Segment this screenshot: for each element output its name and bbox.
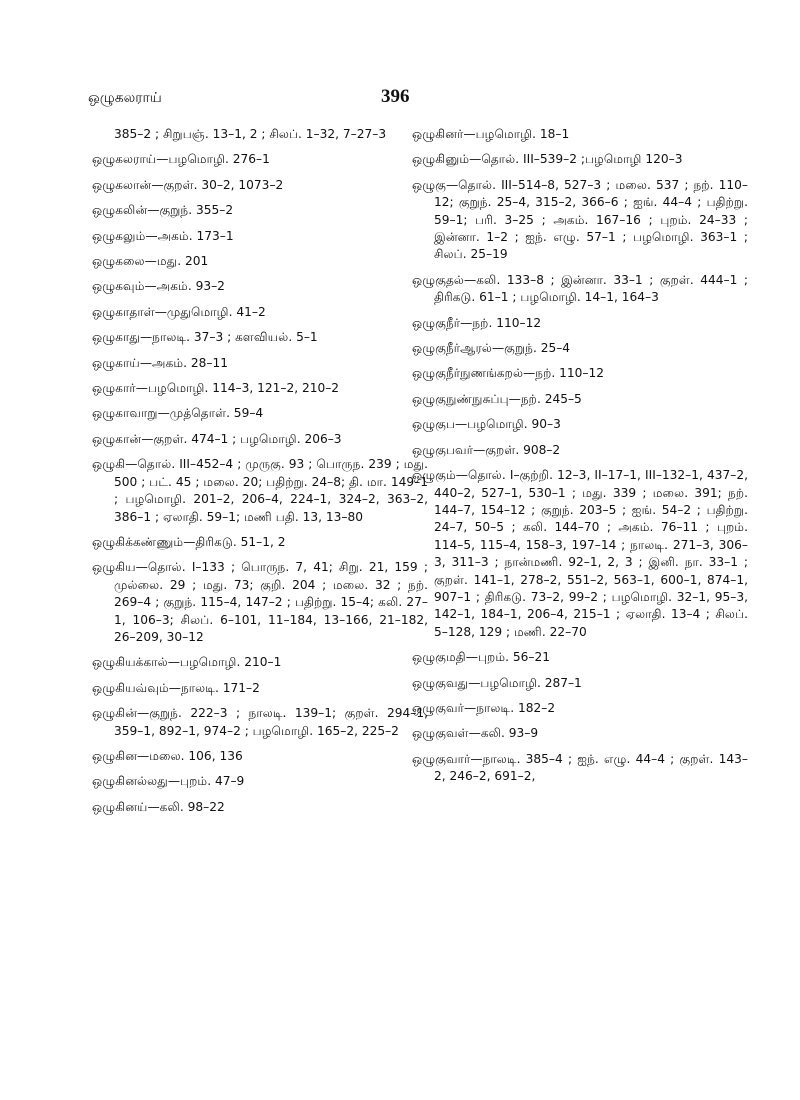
- index-entry: ஒழுகுவள்—கலி. 93–9: [412, 726, 539, 741]
- index-entry: ஒழுகாய்—அகம். 28–11: [92, 355, 229, 370]
- index-entry: ஒழுகுவார்—நாலடி. 385–4 ; ஐந். எழு. 44–4 ; குறள். 143–2, 246–2, 691–2,: [412, 751, 748, 784]
- index-entry: ஒழுகார்—பழமொழி. 114–3, 121–2, 210–2: [92, 381, 340, 396]
- index-entry: ஒழுகாதாள்—முதுமொழி. 41–2: [92, 304, 266, 319]
- index-entry: 385–2 ; சிறுபஞ். 13–1, 2 ; சிலப். 1–32, 7–27–3: [114, 127, 387, 141]
- page-number: 396: [381, 86, 410, 107]
- index-entry: ஒழுகலான்—குறள். 30–2, 1073–2: [92, 177, 284, 192]
- running-head: ஒழுகலராய்: [88, 90, 162, 106]
- index-entry: ஒழுகாவாறு—முத்தொள். 59–4: [92, 406, 264, 421]
- index-entry: ஒழுகுதல்—கலி. 133–8 ; இன்னா. 33–1 ; குறள். 444–1 ; திரிகடு. 61–1 ; பழமொழி. 14–1, 164–3: [412, 272, 748, 305]
- index-entry: ஒழுகலை—மது. 201: [92, 254, 209, 269]
- index-entry: ஒழுகுவர்—நாலடி. 182–2: [412, 700, 556, 715]
- index-entry: ஒழுகுநீர்—நற். 110–12: [412, 315, 542, 330]
- index-entry: ஒழுகும்—தொல். I–குற்றி. 12–3, II–17–1, III–132–1, 437–2, 440–2, 527–1, 530–1 ; மது. 339 ; மலை. 391; நற். 144–7, 154–12 ; குறுந். 203–5 ; ஐங். 54–2 ; பதிற்று. 24–7, 50–5 ; கலி. 144–70 ; அகம். 76–11 ; புறம். 114–5, 115–4, 158–3, 197–14 ; நாலடி. 271–3, 306–3, 311–3 ; நான்மணி. 92–1, 2, 3 ; இனி. நா. 33–1 ; குறள். 141–1, 278–2, 551–2, 563–1, 600–1, 874–1, 907–1 ; திரிகடு. 73–2, 99–2 ; பழமொழி. 32–1, 95–3, 142–1, 184–1, 206–4, 215–1 ; ஏலாதி. 13–4 ; சிலப். 5–128, 129 ; மணி. 22–70: [412, 468, 748, 639]
- index-entry: ஒழுகுநீர்நுணங்கறல்—நற். 110–12: [412, 366, 605, 381]
- index-entry: ஒழுகவும்—அகம். 93–2: [92, 279, 225, 294]
- index-entry: ஒழுகலராய்—பழமொழி. 276–1: [92, 152, 270, 167]
- index-entry: ஒழுகலும்—அகம். 173–1: [92, 228, 234, 243]
- index-entry: ஒழுகுநுண்நுசுப்பு—நற். 245–5: [412, 391, 582, 406]
- index-column-left: [92, 126, 428, 824]
- index-entry: ஒழுகிய—தொல். I–133 ; பொருந. 7, 41; சிறு. 21, 159 ; முல்லை. 29 ; மது. 73; குறி. 204 ; மலை. 32 ; நற். 269–4 ; குறுந். 115–4, 147–2 ; பதிற்று. 15–4; கலி. 27–1, 106–3; சிலப். 6–101, 11–184, 13–166, 21–182, 26–209, 30–12: [92, 560, 428, 644]
- index-entry: ஒழுகாது—நாலடி. 37–3 ; களவியல். 5–1: [92, 330, 318, 345]
- index-column-right: [412, 126, 748, 794]
- index-entry: ஒழுகி—தொல். III–452–4 ; முருகு. 93 ; பொருந. 239 ; மது. 500 ; பட். 45 ; மலை. 20; பதிற்று. 24–8; தி. மா. 149–1 ; பழமொழி. 201–2, 206–4, 224–1, 324–2, 363–2, 386–1 ; ஏலாதி. 59–1; மணி பதி. 13, 13–80: [92, 457, 428, 524]
- index-entry: ஒழுகியக்கால்—பழமொழி. 210–1: [92, 655, 282, 670]
- index-entry: ஒழுகின—மலை. 106, 136: [92, 748, 243, 763]
- index-entry: ஒழுகியவ்வும்—நாலடி. 171–2: [92, 680, 260, 695]
- index-entry: ஒழுகு—தொல். III–514–8, 527–3 ; மலை. 537 ; நற். 110–12; குறுந். 25–4, 315–2, 366–6 ; ஐங். 44–4 ; பதிற்று. 59–1; பரி. 3–25 ; அகம். 167–16 ; புறம். 24–33 ; இன்னா. 1–2 ; ஐந். எழு. 57–1 ; பழமொழி. 363–1 ; சிலப். 25–19: [412, 177, 748, 262]
- index-entry: ஒழுகலின்—குறுந். 355–2: [92, 203, 234, 218]
- index-entry: ஒழுகிக்கண்ணும்—திரிகடு. 51–1, 2: [92, 534, 286, 549]
- index-entry: ஒழுகினய்—கலி. 98–22: [92, 799, 225, 814]
- index-entry: ஒழுகான்—குறள். 474–1 ; பழமொழி. 206–3: [92, 431, 342, 446]
- index-entry: ஒழுகுப—பழமொழி. 90–3: [412, 417, 561, 432]
- index-entry: ஒழுகுபவர்—குறள். 908–2: [412, 442, 561, 457]
- index-entry: ஒழுகினும்—தொல். III–539–2 ;பழமொழி 120–3: [412, 152, 683, 167]
- index-entry: ஒழுகினர்—பழமொழி. 18–1: [412, 127, 570, 141]
- index-entry: ஒழுகுமதி—புறம். 56–21: [412, 650, 551, 665]
- index-entry: ஒழுகினல்லது—புறம். 47–9: [92, 774, 245, 789]
- index-entry: ஒழுகின்—குறுந். 222–3 ; நாலடி. 139–1; குறள். 294–1, 359–1, 892–1, 974–2 ; பழமொழி. 165–2, 225–2: [92, 706, 428, 738]
- index-entry: ஒழுகுநீர்ஆரல்—குறுந். 25–4: [412, 341, 571, 356]
- index-entry: ஒழுகுவது—பழமொழி. 287–1: [412, 675, 582, 690]
